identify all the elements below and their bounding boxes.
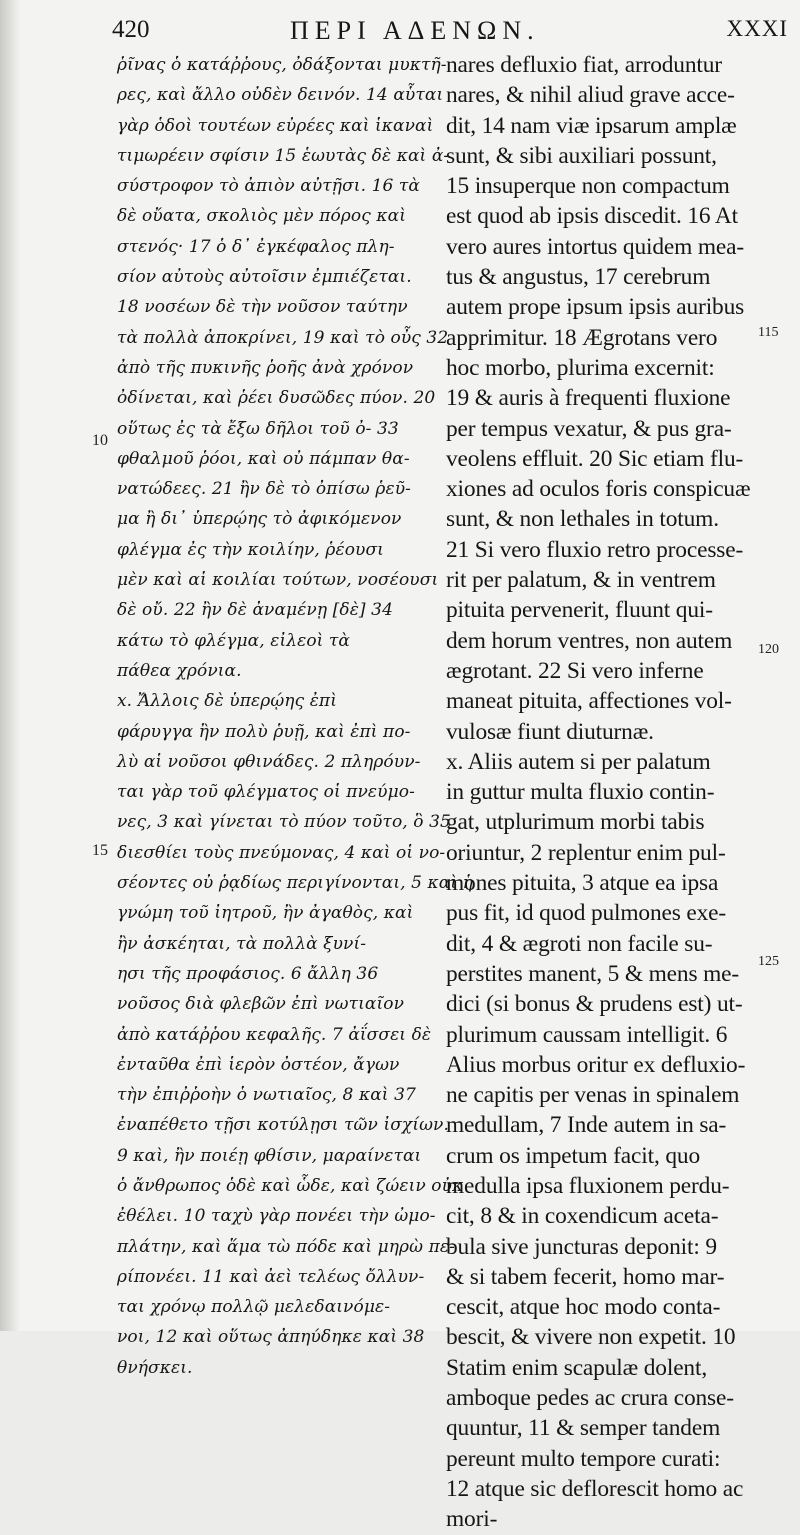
text-line: ἀπὸ τῆς πυκινῆς ῥοῆς ἀνὰ χρόνον — [117, 357, 414, 378]
text-line: δὲ οὔατα, σκολιὸς μὲν πόρος καὶ — [117, 206, 406, 227]
margin-line-number: 125 — [758, 954, 779, 969]
text-line: sunt, & sibi auxiliari possunt, — [446, 142, 717, 169]
text-line: φλέγμα ἐς τὴν κοιλίην, ῥέουσι — [117, 539, 384, 560]
margin-line-number: 15 — [92, 842, 108, 859]
text-line: ἐναπέθετο τῇσι κοτύλῃσι τῶν ἰσχίων. — [117, 1115, 449, 1136]
text-line: veolens effluit. 20 Sic etiam flu- — [446, 445, 744, 472]
margin-line-number: 115 — [758, 325, 779, 340]
text-line: ægrotant. 22 Si vero inferne — [446, 657, 704, 684]
greek-text-column — [117, 50, 473, 1383]
text-line: plurimum caussam intelligit. 6 — [446, 1021, 728, 1048]
text-line: maneat pituita, affectiones vol- — [446, 688, 732, 715]
text-line: oriuntur, 2 replentur enim pul- — [446, 839, 726, 866]
text-line: rit per palatum, & in ventrem — [446, 567, 716, 594]
text-line: gat, utplurimum morbi tabis — [446, 809, 705, 836]
text-line: τιμωρέειν σφίσιν 15 ἑωυτὰς δὲ καὶ ἀ- — [117, 145, 450, 166]
text-line: 9 καὶ, ἢν ποιέῃ φθίσιν, μαραίνεται — [117, 1145, 422, 1166]
text-line: medulla ipsa fluxionem perdu- — [446, 1172, 730, 1199]
text-line: διεσθίει τοὺς πνεύμονας, 4 καὶ οἱ νο- — [117, 842, 446, 863]
text-line: crum os impetum facit, quo — [446, 1142, 700, 1169]
text-line: νοι, 12 καὶ οὕτως ἀπηύδηκε καὶ 38 — [117, 1327, 425, 1348]
margin-line-number: 120 — [758, 642, 779, 657]
text-line: Alius morbus oritur ex defluxio- — [446, 1051, 746, 1078]
margin-line-number: 10 — [92, 432, 108, 449]
text-line: & si tabem fecerit, homo mar- — [446, 1263, 725, 1290]
text-line: λὺ αἱ νοῦσοι φθινάδες. 2 πληρόυν- — [117, 751, 421, 772]
text-line: x. Ἄλλοις δὲ ὑπερῴης ἐπὶ — [117, 691, 337, 712]
text-line: μα ἢ δι᾽ ὑπερῴης τὸ ἀφικόμενον — [117, 509, 402, 530]
text-line: autem prope ipsum ipsis auribus — [446, 294, 745, 321]
text-line: sunt, & non lethales in totum. — [446, 506, 719, 533]
text-line: ται γὰρ τοῦ φλέγματος οἱ πνεύμο- — [117, 782, 415, 803]
text-line: per tempus vexatur, & pus gra- — [446, 415, 732, 442]
text-line: x. Aliis autem si per palatum — [446, 748, 711, 775]
text-line: xiones ad oculos foris conspicuæ — [446, 476, 751, 503]
text-line: 15 insuperque non compactum — [446, 173, 730, 200]
text-line: ὀδίνεται, καὶ ῥέει δυσῶδες πύον. 20 — [117, 388, 436, 409]
text-line: ἐνταῦθα ἐπὶ ἱερὸν ὀστέον, ἄγων — [117, 1054, 400, 1075]
text-line: κάτω τὸ φλέγμα, εἰλεοὶ τὰ — [117, 630, 351, 651]
text-line: πλάτην, καὶ ἅμα τὼ πόδε καὶ μηρὼ πε- — [117, 1236, 455, 1257]
running-title: ΠΕΡΙ ΑΔΕΝΩΝ. — [290, 16, 540, 45]
text-line: pereunt multo tempore curati: — [446, 1445, 721, 1472]
text-line: dit, 4 & ægroti non facile su- — [446, 930, 713, 957]
text-line: medullam, 7 Inde autem in sa- — [446, 1112, 727, 1139]
text-line: πάθεα χρόνια. — [117, 660, 242, 681]
text-line: 21 Si vero fluxio retro processe- — [446, 536, 744, 563]
text-line: nares, & nihil aliud grave acce- — [446, 82, 735, 109]
text-line: apprimitur. 18 Ægrotans vero — [446, 324, 718, 351]
text-line: quuntur, 11 & semper tandem — [446, 1415, 721, 1442]
text-line: Statim enim scapulæ dolent, — [446, 1354, 708, 1381]
text-line: σύστροφον τὸ ἀπιὸν αὐτῇσι. 16 τὰ — [117, 176, 420, 197]
text-line: 12 atque sic deflorescit homo ac — [446, 1475, 744, 1502]
text-line: νατώδεες. 21 ἢν δὲ τὸ ὀπίσω ῥεῦ- — [117, 479, 411, 500]
text-line: perstites manent, 5 & mens me- — [446, 960, 740, 987]
page-number: 420 — [112, 16, 150, 43]
text-line: οὕτως ἐς τὰ ἔξω δῆλοι τοῦ ὀ- 33 — [117, 418, 399, 439]
text-line: bula sive juncturas deponit: 9 — [446, 1233, 717, 1260]
text-line: pus fit, id quod pulmones exe- — [446, 900, 727, 927]
text-line: ἀπὸ κατάῤῥου κεφαλῆς. 7 ἀΐσσει δὲ — [117, 1024, 432, 1045]
section-signature: XXXI — [726, 16, 788, 41]
text-line: ἐθέλει. 10 ταχὺ γὰρ πονέει τὴν ὠμο- — [117, 1206, 436, 1227]
text-line: vero aures intortus quidem mea- — [446, 233, 745, 260]
text-line: τὰ πολλὰ ἀποκρίνει, 19 καὶ τὸ οὖς 32 — [117, 327, 449, 348]
text-line: δὲ οὔ. 22 ἢν δὲ ἀναμένῃ [δὲ] 34 — [117, 600, 394, 621]
text-line: cescit, atque hoc modo conta- — [446, 1294, 721, 1321]
text-line: ρες, καὶ ἄλλο οὐδὲν δεινόν. 14 αὗται — [117, 85, 444, 106]
text-line: σέοντες οὐ ῥᾳδίως περιγίνονται, 5 καὶ ἡ — [117, 873, 473, 894]
text-line: 18 νοσέων δὲ τὴν νοῦσον ταύτην — [117, 297, 408, 318]
text-line: μὲν καὶ αἱ κοιλίαι τούτων, νοσέουσι — [117, 570, 439, 591]
text-line: φάρυγγα ἢν πολὺ ῥυῇ, καὶ ἐπὶ πο- — [117, 721, 411, 742]
text-line: tus & angustus, 17 cerebrum — [446, 264, 711, 291]
text-line: ται χρόνῳ πολλῷ μελεδαινόμε- — [117, 1297, 391, 1318]
text-line: ρίπονέει. 11 καὶ ἀεὶ τελέως ὄλλυν- — [117, 1266, 425, 1287]
text-line: ne capitis per venas in spinalem — [446, 1082, 740, 1109]
text-line: cit, 8 & in coxendicum aceta- — [446, 1203, 719, 1230]
text-line: hoc morbo, plurima excernit: — [446, 354, 715, 381]
text-line: γνώμη τοῦ ἰητροῦ, ἢν ἀγαθὸς, καὶ — [117, 903, 414, 924]
text-line: ὁ ἄνθρωπος ὁδὲ καὶ ὧδε, καὶ ζώειν οὐκ — [117, 1175, 464, 1196]
text-line: dici (si bonus & prudens est) ut- — [446, 991, 743, 1018]
text-line: ησι τῆς προφάσιος. 6 ἄλλη 36 — [117, 963, 379, 984]
text-line: φθαλμοῦ ῥόοι, καὶ οὐ πάμπαν θα- — [117, 448, 410, 469]
latin-text-column — [446, 50, 766, 1535]
text-line: nares defluxio fiat, arroduntur — [446, 52, 722, 78]
text-line: ῥῖνας ὁ κατάῤῥους, ὀδάξονται μυκτῆ- — [117, 55, 447, 75]
text-line: στενός· 17 ὁ δ᾽ ἐγκέφαλος πλη- — [117, 236, 395, 257]
text-line: bescit, & vivere non expetit. 10 — [446, 1324, 736, 1351]
page-header — [0, 8, 800, 46]
text-line: τὴν ἐπιῤῥοὴν ὁ νωτιαῖος, 8 καὶ 37 — [117, 1085, 416, 1106]
text-line: σίον αὐτοὺς αὐτοῖσιν ἐμπιέζεται. — [117, 267, 412, 288]
text-line: mori- — [446, 1506, 498, 1533]
text-line: amboque pedes ac crura conse- — [446, 1385, 734, 1412]
text-line: νοῦσος διὰ φλεβῶν ἐπὶ νωτιαῖον — [117, 994, 405, 1015]
text-line: pituita pervenerit, fluunt qui- — [446, 597, 713, 624]
text-line: mones pituita, 3 atque ea ipsa — [446, 870, 719, 897]
binding-gutter — [0, 0, 20, 1331]
text-line: dem horum ventres, non autem — [446, 627, 733, 654]
text-line: est quod ab ipsis discedit. 16 At — [446, 203, 738, 230]
text-line: ἢν ἀσκέηται, τὰ πολλὰ ξυνί- — [117, 933, 367, 954]
text-line: vulosæ fiunt diuturnæ. — [446, 718, 654, 745]
text-line: γὰρ ὁδοὶ τουτέων εὐρέες καὶ ἱκαναὶ — [117, 115, 434, 136]
text-line: dit, 14 nam viæ ipsarum amplæ — [446, 112, 737, 139]
text-line: in guttur multa fluxio contin- — [446, 779, 715, 806]
text-line: θνήσκει. — [117, 1357, 193, 1378]
text-line: 19 & auris à frequenti fluxione — [446, 385, 731, 412]
text-line: νες, 3 καὶ γίνεται τὸ πύον τοῦτο, ὃ 35 — [117, 812, 451, 833]
